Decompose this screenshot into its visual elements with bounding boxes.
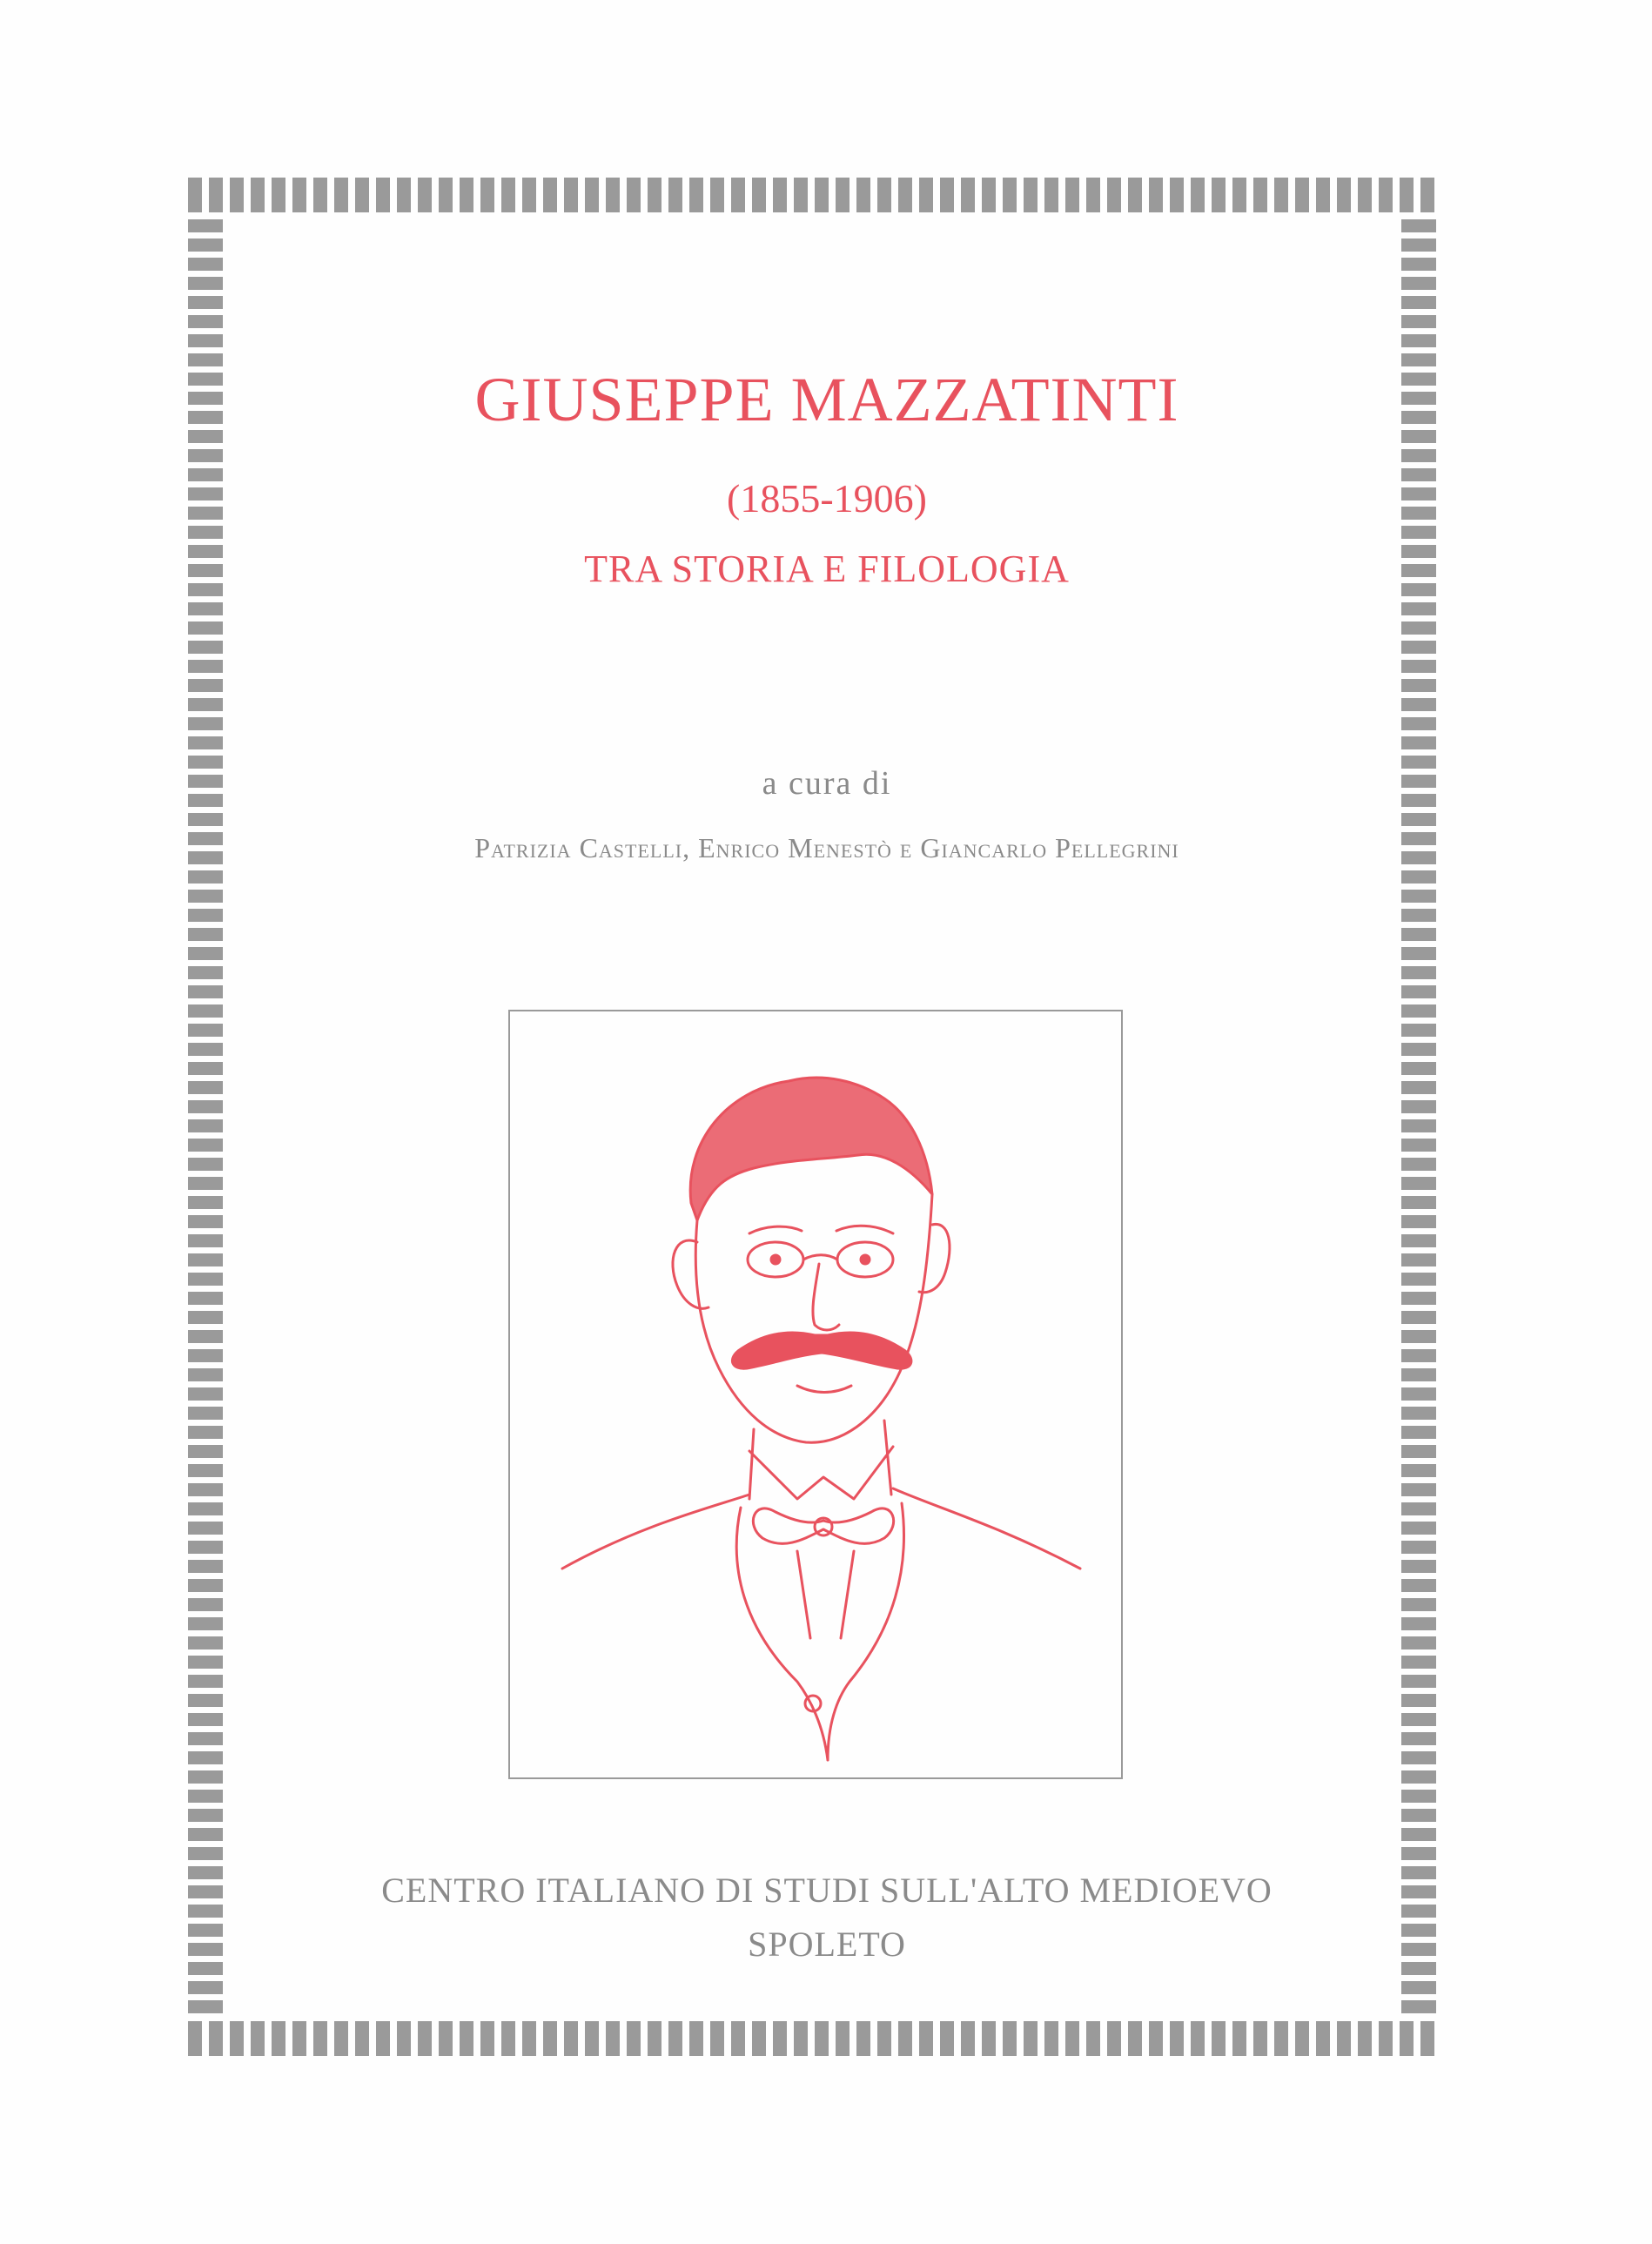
- portrait-frame: [508, 1010, 1123, 1779]
- curated-by-label: a cura di: [762, 765, 892, 802]
- decorative-border-left: [188, 219, 223, 2014]
- life-dates: (1855-1906): [727, 476, 927, 521]
- editors-list: Patrizia Castelli, Enrico Menestò e Giancarlo Pellegrini: [474, 832, 1179, 863]
- portrait-sketch-icon: [510, 1011, 1121, 1777]
- book-subtitle: TRA STORIA E FILOLOGIA: [584, 548, 1070, 590]
- publication-place: SPOLETO: [748, 1925, 906, 1964]
- book-title: GIUSEPPE MAZZATINTI: [474, 365, 1179, 434]
- decorative-border-bottom: [188, 2021, 1436, 2056]
- decorative-border-top: [188, 178, 1436, 212]
- publisher-name: CENTRO ITALIANO DI STUDI SULL'ALTO MEDIOEVO: [381, 1871, 1273, 1910]
- decorative-border-right: [1401, 219, 1436, 2014]
